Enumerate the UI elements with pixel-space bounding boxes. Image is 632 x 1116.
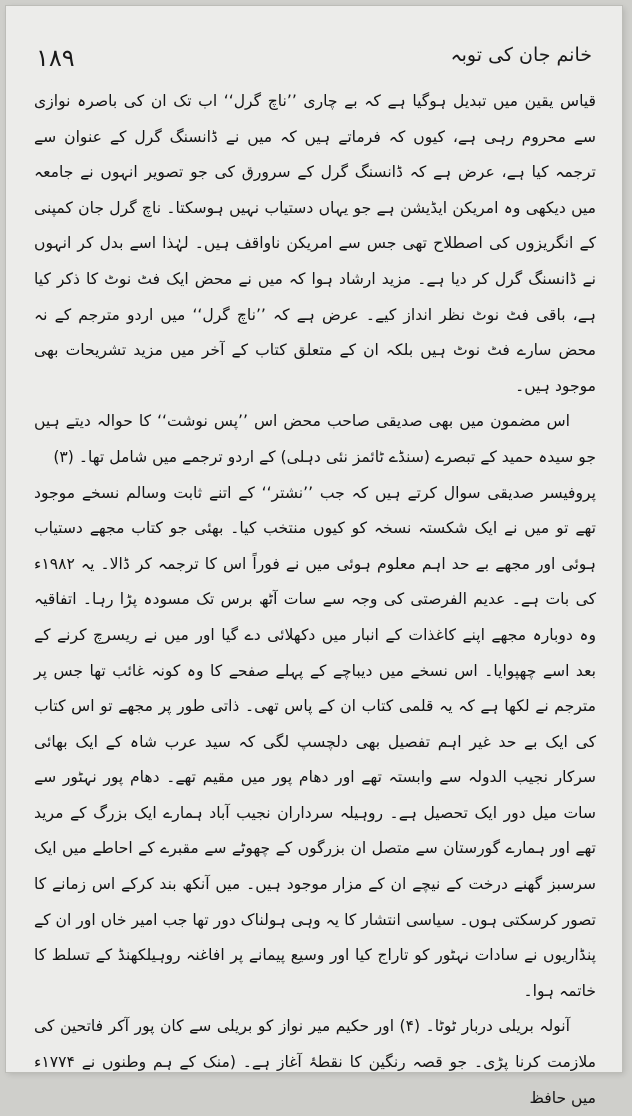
page-number: ۱۸۹ bbox=[36, 44, 75, 72]
running-title: خانم جان کی توبہ bbox=[450, 44, 592, 66]
body-text bbox=[34, 84, 596, 1107]
paragraph-2: اس مضمون میں بھی صدیقی صاحب محض اس ’’پس نوشت‘‘ کا حوالہ دیتے ہیں جو سیدہ حمید کے تبصرے (سنڈے ٹائمز نئی دہلی) کے اردو ترجمے میں شامل تھا۔ (۳) bbox=[34, 412, 596, 466]
paragraph-3: پروفیسر صدیقی سوال کرتے ہیں کہ جب ’’نشتر‘‘ کے اتنے ثابت وسالم نسخے موجود تھے تو میں نے ایک شکستہ نسخہ کو کیوں منتخب کیا۔ بھئی جو کتاب مجھے دستیاب ہوئی اور مجھے بے حد اہم معلوم ہوئی میں نے فوراً اس کا ترجمہ کر ڈالا۔ یہ ۱۹۸۲ء کی بات ہے۔ عدیم الفرصتی کی وجہ سے سات آٹھ برس تک مسودہ پڑا رہا۔ اتفاقیہ وہ دوبارہ مجھے اپنے کاغذات کے انبار میں دکھلائی دے گیا اور میں نے ریسرچ کرنے کے بعد اسے چھپوایا۔ اس نسخے میں دیباچے کے پہلے صفحے کا وہ کونہ غائب تھا جس پر مترجم نے لکھا ہے کہ یہ قلمی کتاب ان کے پاس تھی۔ ذاتی طور پر مجھے تو اس کتاب کی ایک بے حد غیر اہم تفصیل بھی دلچسپ لگی کہ سید عرب شاہ کے ایک بھائی سرکار نجیب الدولہ سے وابستہ تھے اور دھام پور میں مقیم تھے۔ دھام پور نہٹور سے سات میل دور ایک تحصیل ہے۔ روہیلہ سرداران نجیب آباد ہمارے ایک بزرگ کے مرید تھے اور ہمارے گورستان سے متصل ان بزرگوں کے چھوٹے سے مقبرے کے احاطے میں ایک سرسبز گھنے درخت کے نیچے ان کے مزار موجود ہیں۔ میں آنکھ بند کرکے اس زمانے کا تصور کرسکتی ہوں۔ سیاسی انتشار کا یہ وہی ہولناک دور تھا جب امیر خاں اور ان کے پنڈاریوں نے سادات نہٹور کو تاراج کیا اور وسیع پیمانے پر افاغنہ روہیلکھنڈ کے تسلط کا خاتمہ ہوا۔ bbox=[34, 483, 596, 1000]
paragraph-4: آنولہ بریلی دربار ٹوٹا۔ (۴) اور حکیم میر نواز کو بریلی سے کان پور آکر فاتحین کی ملازمت کرنا پڑی۔ جو قصہ رنگین کا نقطۂ آغاز ہے۔ (منک کے ہم وطنوں نے ۱۷۷۴ء میں حافظ bbox=[34, 1017, 596, 1107]
book-page bbox=[6, 6, 622, 1107]
paragraph-1: قیاس یقین میں تبدیل ہوگیا ہے کہ بے چاری ’’ناچ گرل‘‘ اب تک ان کی باصرہ نوازی سے محروم رہی ہے، کیوں کہ فرماتے ہیں کہ میں نے ڈانسنگ گرل کے عنوان سے ترجمہ کیا ہے، عرض ہے کہ ڈانسنگ گرل کے سرورق کی جو تصویر انہوں نے جامعہ میں دیکھی وہ امریکن ایڈیشن ہے جو یہاں دستیاب نہیں ہوسکتا۔ ناچ گرل جان کمپنی کے انگریزوں کی اصطلاح تھی جس سے امریکن ناواقف ہیں۔ لہٰذا اسے بدل کر انہوں نے ڈانسنگ گرل کر دیا ہے۔ مزید ارشاد ہوا کہ میں نے محض ایک فٹ نوٹ کا ذکر کیا ہے، باقی فٹ نوٹ نظر انداز کیے۔ عرض ہے کہ ’’ناچ گرل‘‘ میں اردو مترجم کے نہ محض سارے فٹ نوٹ ہیں بلکہ ان کے متعلق کتاب کے آخر میں مزید تشریحات بھی موجود ہیں۔ bbox=[34, 92, 596, 395]
